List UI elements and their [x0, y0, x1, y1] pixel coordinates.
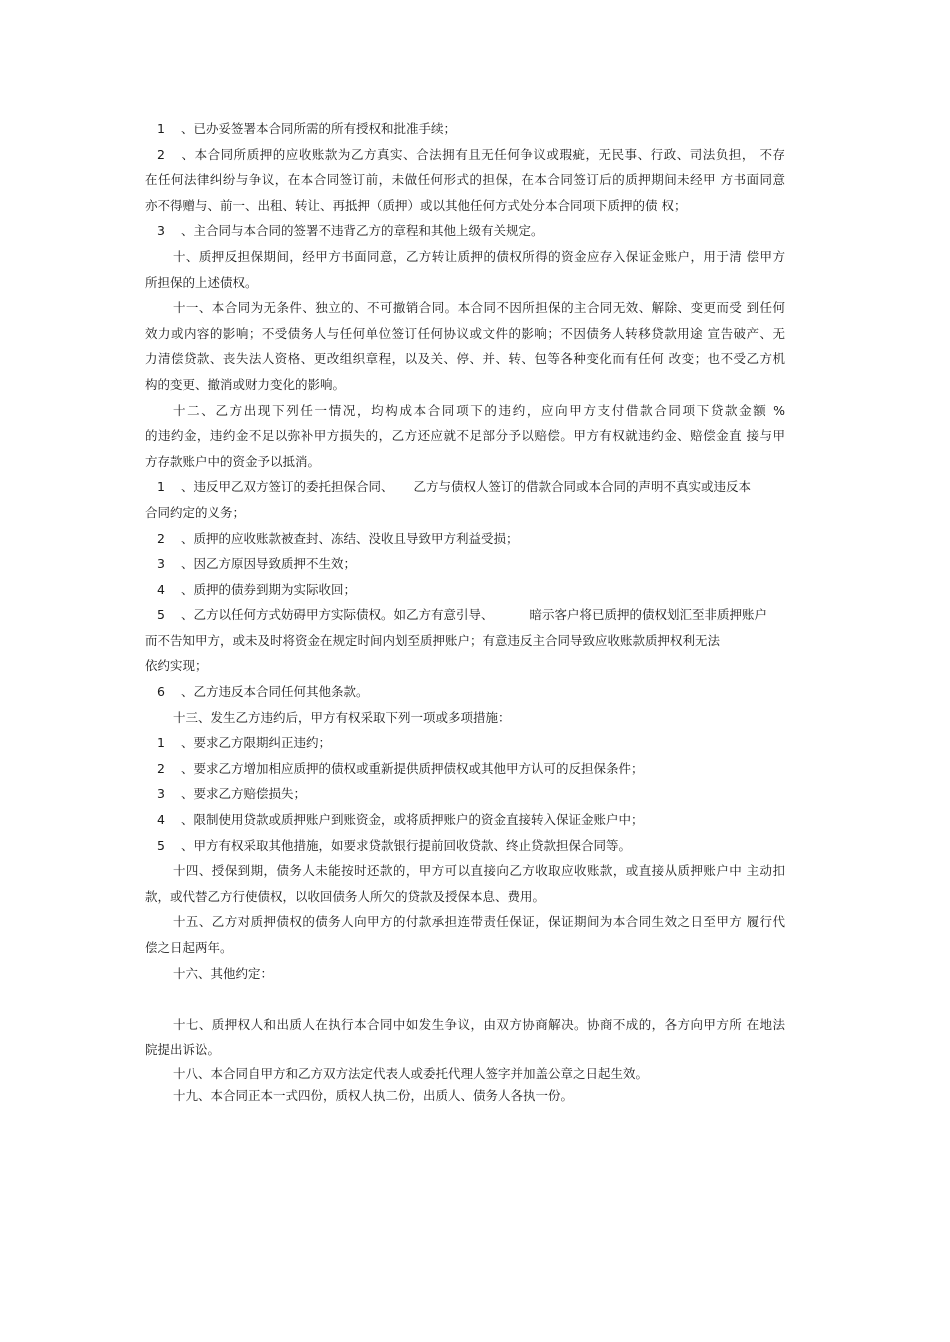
list-item: [145, 526, 785, 552]
item-number: 4: [157, 812, 165, 828]
item-text: 、要求乙方赔偿损失；: [181, 786, 307, 802]
item-number: 1: [157, 735, 165, 751]
item-number: 3: [157, 786, 165, 802]
item-text: 、因乙方原因导致质押不生效；: [181, 556, 357, 572]
paragraph-line: 所担保的上述债权。: [145, 274, 258, 290]
clause-13: 十三、发生乙方违约后，甲方有权采取下列一项或多项措施：: [173, 709, 511, 725]
paragraph-line: 构的变更、撤消或财力变化的影响。: [145, 376, 346, 392]
list-item: [145, 116, 785, 142]
clause-text: 十二、乙方出现下列任一情况，均构成本合同项下的违约，应向甲方支付借款合同项下贷款金额: [173, 402, 768, 418]
paragraph-line: 而不告知甲方，或未及时将资金在规定时间内划至质押账户；有意违反主合同导致应收账款质押权利无法: [145, 632, 721, 648]
paragraph-line: 效力或内容的影响；不受债务人与任何单位签订任何协议或文件的影响；不因债务人转移贷款用途 宣告破产、无: [145, 325, 785, 341]
item-number: 6: [157, 684, 165, 700]
list-item: [145, 807, 785, 833]
item-text: 乙方与债权人签订的借款合同或本合同的声明不真实或违反本: [413, 479, 752, 495]
paragraph-line: 院提出诉讼。: [145, 1042, 221, 1058]
percent-sign: %: [773, 402, 785, 418]
item-text: 、要求乙方限期纠正违约；: [181, 735, 332, 751]
item-number: 5: [157, 607, 165, 623]
item-number: 1: [157, 121, 165, 136]
item-text: 不存: [759, 146, 785, 162]
list-item: [145, 781, 785, 807]
paragraph-line: 款，或代替乙方行使债权，以收回债务人所欠的贷款及授保本息、费用。: [145, 888, 546, 904]
list-item: [145, 474, 785, 500]
clause-12: [145, 398, 785, 424]
item-number: 3: [157, 223, 165, 239]
list-item: [145, 679, 785, 705]
paragraph-line: 依约实现；: [145, 658, 208, 674]
clause-10: 十、质押反担保期间，经甲方书面同意，乙方转让质押的债权所得的资金应存入保证金账户，用于清 偿甲方: [173, 248, 785, 264]
clause-14: 十四、授保到期，债务人未能按时还款的，甲方可以直接向乙方收取应收账款，或直接从质押账户中 主动扣: [173, 863, 785, 879]
list-item: [145, 602, 785, 628]
item-number: 2: [157, 530, 165, 546]
list-item: [145, 730, 785, 756]
item-text: 、已办妥签署本合同所需的所有授权和批准手续；: [181, 121, 457, 136]
paragraph-line: 方存款账户中的资金予以抵消。: [145, 453, 321, 469]
item-text: 、乙方以任何方式妨碍甲方实际债权。如乙方有意引导、: [181, 607, 494, 623]
clause-16: 十六、其他约定：: [173, 965, 274, 981]
paragraph-line: 在任何法律纠纷与争议，在本合同签订前，未做任何形式的担保，在本合同签订后的质押期间未经甲 方书面同意: [145, 172, 785, 188]
item-text: 、违反甲乙双方签订的委托担保合同、: [181, 479, 394, 495]
item-text: 、主合同与本合同的签署不违背乙方的章程和其他上级有关规定。: [181, 223, 544, 239]
item-number: 1: [157, 479, 165, 495]
paragraph-line: 的违约金，违约金不足以弥补甲方损失的，乙方还应就不足部分予以赔偿。甲方有权就违约金、赔偿金直 接与甲: [145, 428, 785, 444]
item-text: 、乙方违反本合同任何其他条款。: [181, 684, 369, 700]
clause-15: 十五、乙方对质押债权的债务人向甲方的付款承担连带责任保证，保证期间为本合同生效之日至甲方 履行代: [173, 914, 785, 930]
list-item: [145, 577, 785, 603]
paragraph-line: 力清偿贷款、丧失法人资格、更改组织章程，以及关、停、并、转、包等各种变化而有任何 改变；也不受乙方机: [145, 351, 785, 367]
list-item: [145, 551, 785, 577]
item-text: 、质押的应收账款被查封、冻结、没收且导致甲方利益受损；: [181, 530, 519, 546]
list-item: [145, 756, 785, 782]
contract-text: [145, 116, 785, 1107]
item-number: 3: [157, 556, 165, 572]
item-text: 、限制使用贷款或质押账户到账资金，或将质押账户的资金直接转入保证金账户中；: [181, 812, 644, 828]
paragraph-line: 合同约定的义务；: [145, 504, 246, 520]
clause-18: 十八、本合同自甲方和乙方双方法定代表人或委托代理人签字并加盖公章之日起生效。: [173, 1065, 649, 1081]
item-number: 5: [157, 837, 165, 853]
item-number: 4: [157, 581, 165, 597]
list-item: [145, 218, 785, 244]
paragraph-line: 偿之日起两年。: [145, 940, 233, 955]
item-number: 2: [157, 146, 165, 162]
item-text: 、质押的债券到期为实际收回；: [181, 581, 357, 597]
item-number: 2: [157, 760, 165, 776]
list-item: [145, 833, 785, 859]
list-item: [145, 142, 785, 168]
item-text: 、要求乙方增加相应质押的债权或重新提供质押债权或其他甲方认可的反担保条件；: [181, 760, 644, 776]
item-text: 、甲方有权采取其他措施，如要求贷款银行提前回收贷款、终止贷款担保合同等。: [181, 837, 632, 853]
blank-space: [145, 986, 785, 1012]
clause-19: 十九、本合同正本一式四份，质权人执二份，出质人、债务人各执一份。: [173, 1087, 574, 1103]
item-text: 、本合同所质押的应收账款为乙方真实、合法拥有且无任何争议或瑕疵，无民事、行政、司法负担，: [181, 146, 755, 162]
paragraph-line: 亦不得赠与、前一、出租、转让、再抵押（质押）或以其他任何方式处分本合同项下质押的债 权；: [145, 197, 687, 213]
clause-11: 十一、本合同为无条件、独立的、不可撤销合同。本合同不因所担保的主合同无效、解除、变更而受 到任何: [173, 300, 785, 316]
clause-17: 十七、质押权人和出质人在执行本合同中如发生争议，由双方协商解决。协商不成的，各方向甲方所 在地法: [173, 1016, 785, 1032]
item-text: 暗示客户将已质押的债权划汇至非质押账户: [529, 607, 768, 623]
